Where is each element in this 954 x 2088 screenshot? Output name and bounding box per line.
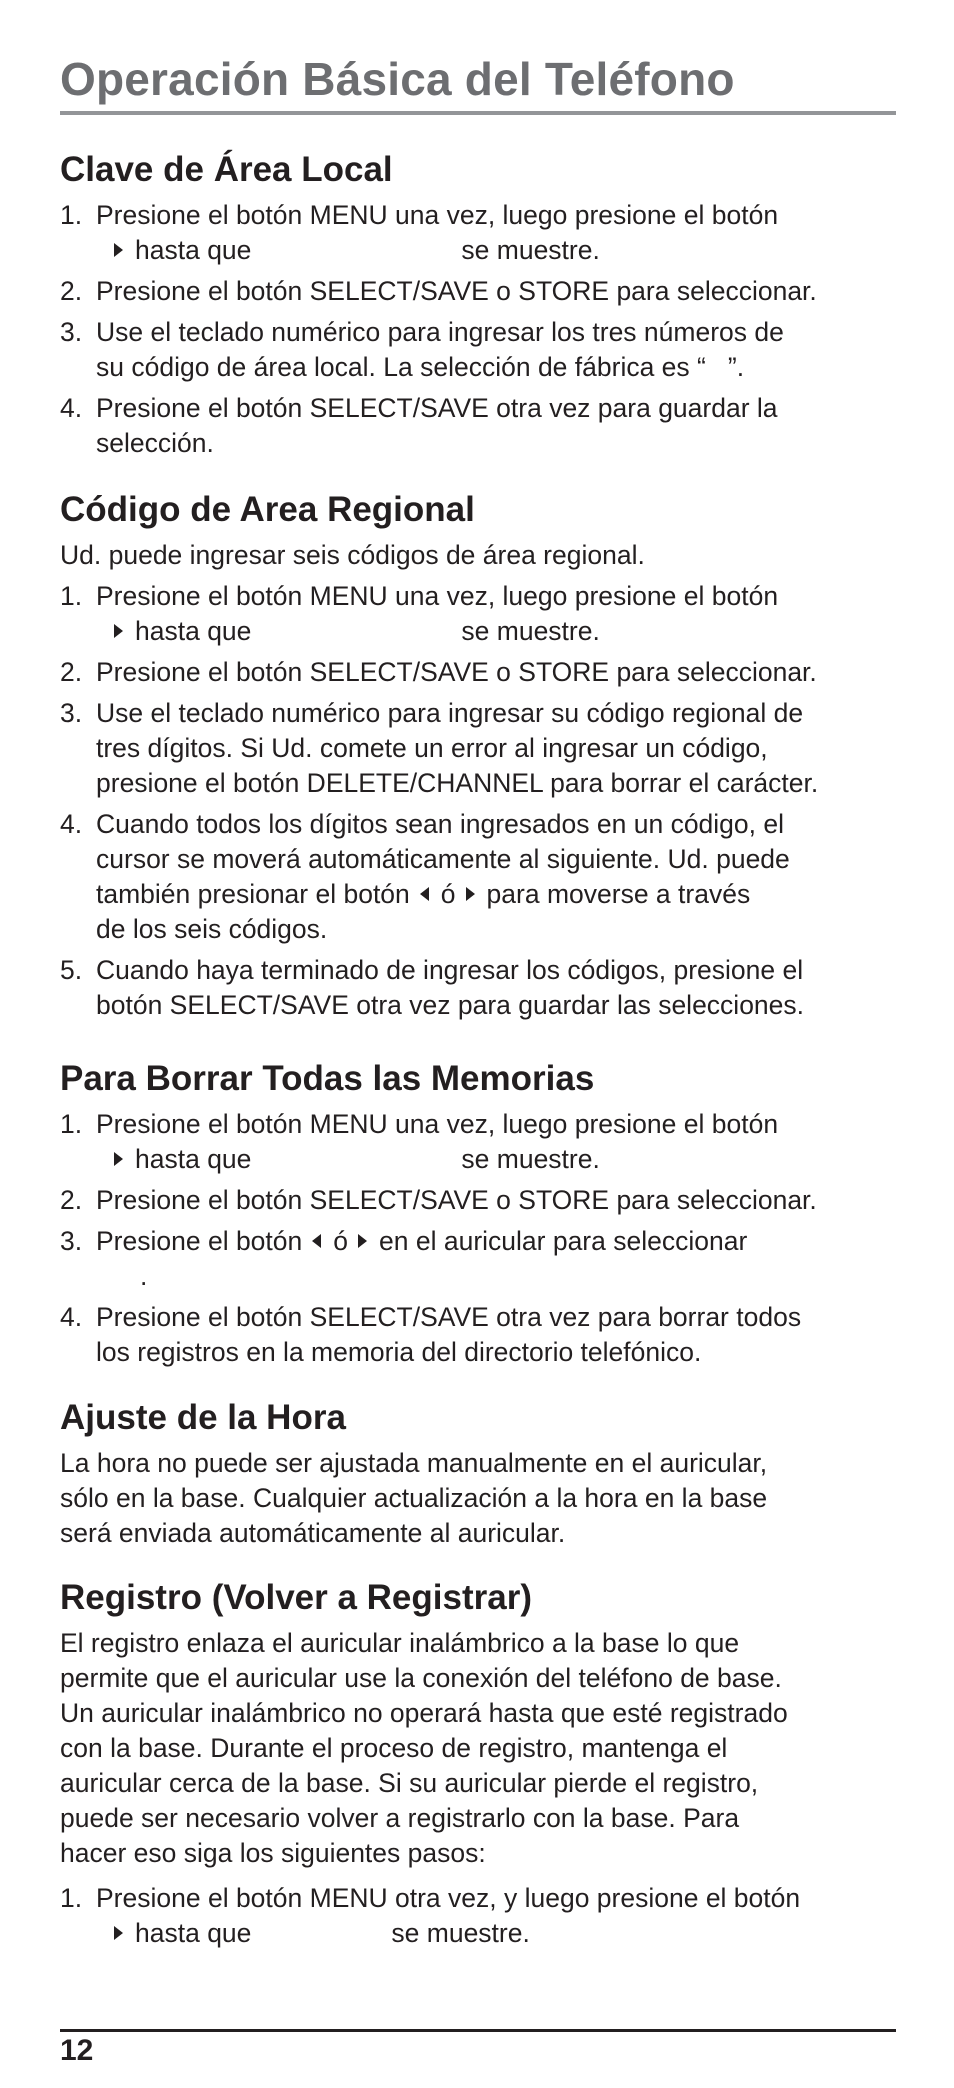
paragraph-line: La hora no puede ser ajustada manualmente en el auricular, [60,1448,768,1478]
steps-list [60,579,896,1023]
paragraph-line: auricular cerca de la base. Si su auricular pierde el registro, [60,1768,759,1798]
list-item: 4. Presione el botón SELECT/SAVE otra vez para borrar todos los registros en la memoria del directorio telefónico. [60,1302,802,1367]
list-item: 3. Presione el botón ó en el auricular para seleccionar . [60,1226,748,1291]
paragraph-line: con la base. Durante el proceso de registro, mantenga el [60,1733,728,1763]
list-item: 1. Presione el botón MENU una vez, luego presione el botón hasta que se muestre. [60,581,779,646]
right-arrow-icon [114,624,123,638]
section-heading: Código de Area Regional [60,490,475,529]
list-item: 4. Presione el botón SELECT/SAVE otra vez para guardar la selección. [60,393,778,458]
steps-list [60,1881,896,1951]
left-arrow-icon [312,1234,321,1248]
paragraph-line: El registro enlaza el auricular inalámbrico a la base lo que [60,1628,740,1658]
paragraph-line: será enviada automáticamente al auricular. [60,1518,566,1548]
list-item: 2. Presione el botón SELECT/SAVE o STORE para seleccionar. [60,1185,817,1215]
section-heading: Ajuste de la Hora [60,1398,346,1437]
footer-divider [60,2029,896,2032]
list-item: 4. Cuando todos los dígitos sean ingresados en un código, el cursor se moverá automáticamente al siguiente. Ud. puede también presionar el botón ó para moverse a través de los seis códigos. [60,809,790,944]
paragraph-line: puede ser necesario volver a registrarlo con la base. Para [60,1803,740,1833]
right-arrow-icon [114,243,123,257]
section-heading: Para Borrar Todas las Memorias [60,1059,595,1098]
section-intro: Ud. puede ingresar seis códigos de área regional. [60,540,645,570]
page-title: Operación Básica del Teléfono [60,53,735,105]
list-item: 1. Presione el botón MENU una vez, luego presione el botón hasta que se muestre. [60,1109,779,1174]
right-arrow-icon [358,1234,367,1248]
section-heading: Registro (Volver a Registrar) [60,1578,532,1617]
right-arrow-icon [466,887,475,901]
section-regional-area-code [60,488,896,1029]
steps-list [60,198,896,461]
paragraph-line: sólo en la base. Cualquier actualización a la hora en la base [60,1483,768,1513]
section-registration [60,1576,896,1957]
list-item: 2. Presione el botón SELECT/SAVE o STORE para seleccionar. [60,276,817,306]
list-item: 3. Use el teclado numérico para ingresar su código regional de tres dígitos. Si Ud. comete un error al ingresar un código, presione el botón DELETE/CHANNEL para borrar el carácter. [60,698,819,798]
section-erase-memories [60,1057,896,1376]
list-item: 1. Presione el botón MENU otra vez, y luego presione el botón hasta que se muestre. [60,1883,801,1948]
manual-page [60,0,896,2088]
paragraph-line: Un auricular inalámbrico no operará hasta que esté registrado [60,1698,788,1728]
list-item: 1. Presione el botón MENU una vez, luego presione el botón hasta que se muestre. [60,200,779,265]
section-local-area-code [60,148,896,467]
list-item: 2. Presione el botón SELECT/SAVE o STORE para seleccionar. [60,657,817,687]
paragraph-line: permite que el auricular use la conexión del teléfono de base. [60,1663,782,1693]
section-time-setting [60,1396,896,1551]
paragraph-line: hacer eso siga los siguientes pasos: [60,1838,486,1868]
right-arrow-icon [114,1926,123,1940]
left-arrow-icon [420,887,429,901]
steps-list [60,1107,896,1370]
section-heading: Clave de Área Local [60,150,393,189]
right-arrow-icon [114,1152,123,1166]
list-item: 3. Use el teclado numérico para ingresar los tres números de su código de área local. La selección de fábrica es “ ”. [60,317,784,382]
page-number: 12 [60,2034,94,2067]
list-item: 5. Cuando haya terminado de ingresar los códigos, presione el botón SELECT/SAVE otra vez para guardar las selecciones. [60,955,805,1020]
title-divider [60,111,896,115]
